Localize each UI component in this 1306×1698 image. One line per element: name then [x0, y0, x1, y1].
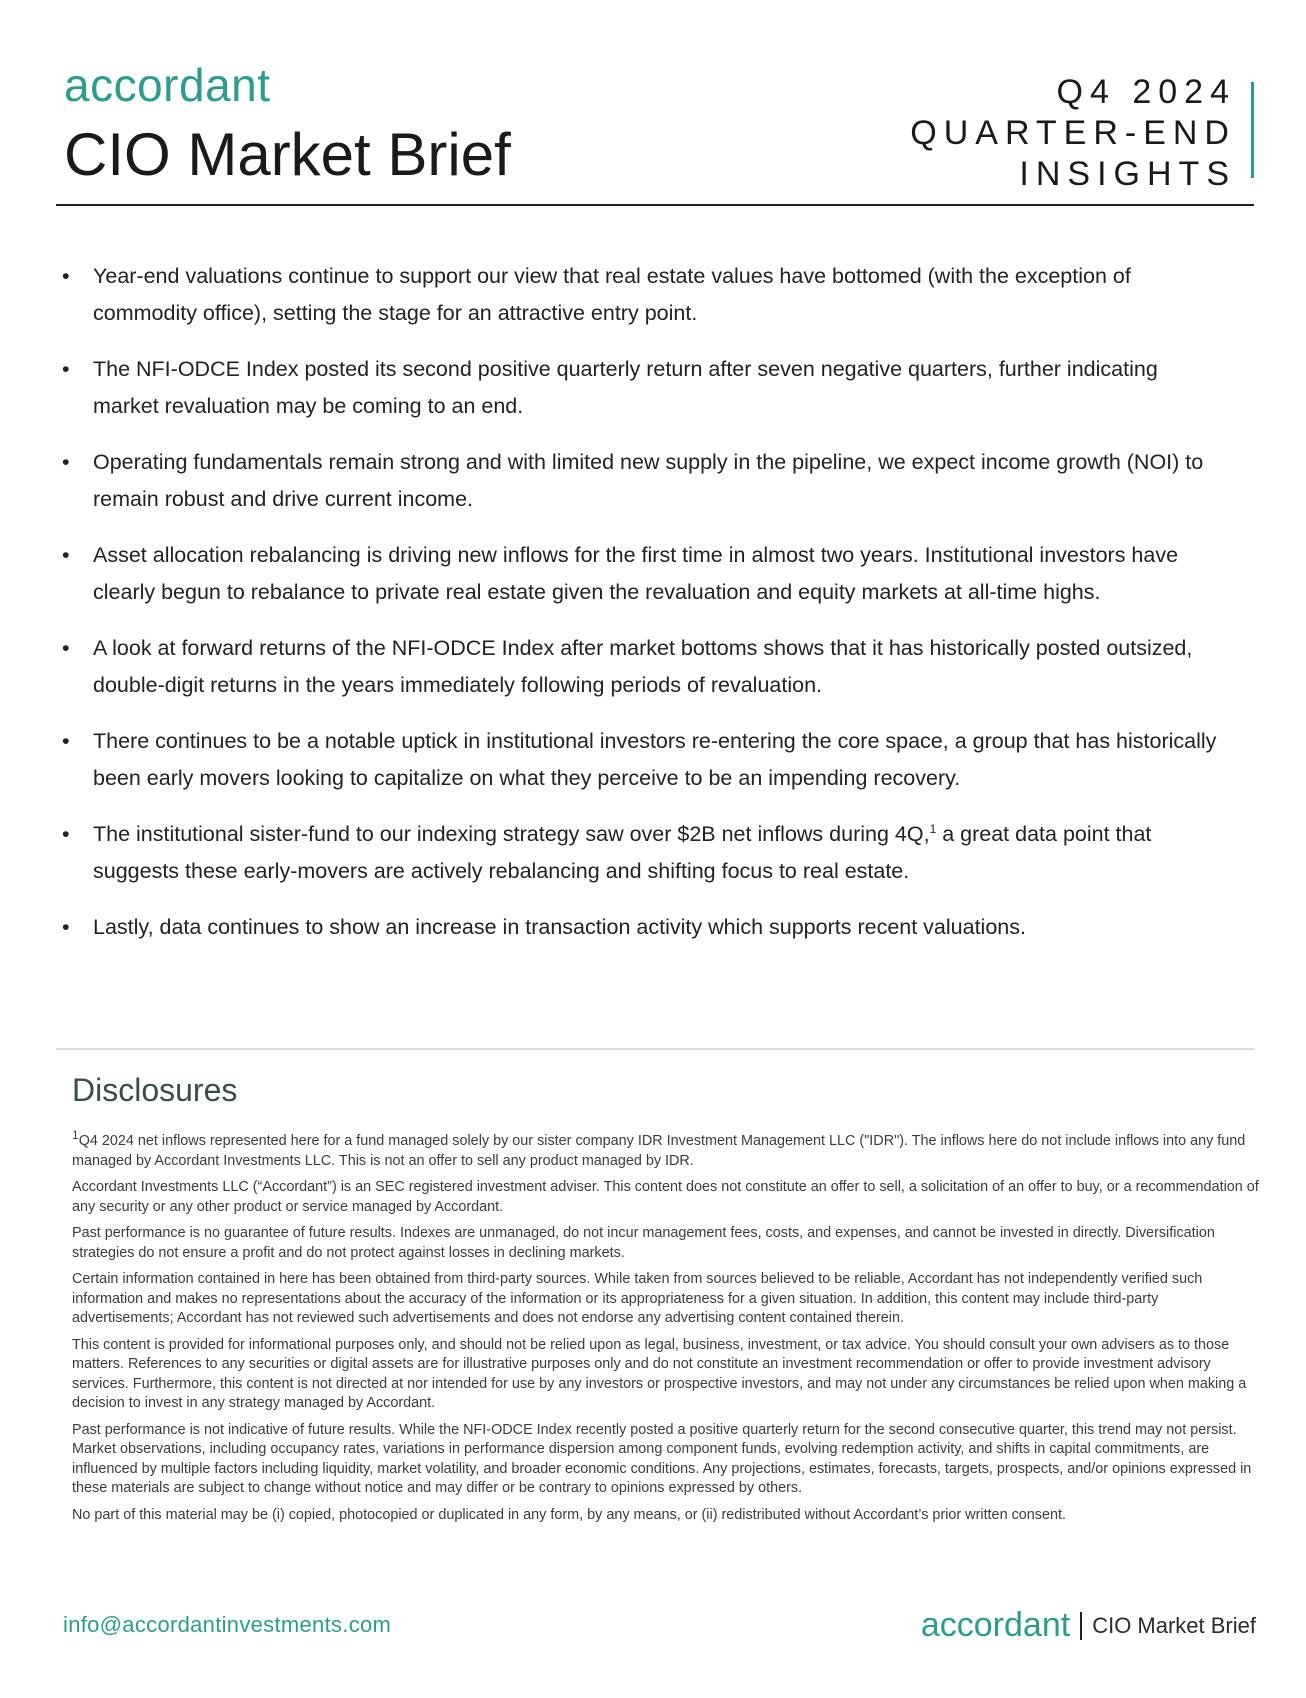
disclosure-paragraph: Past performance is not indicative of future results. While the NFI-ODCE Index recently posted a positive quarterly return for the second consecutive quarter, this trend may not persist. Market observations, including occupancy rates, variations in performance dispersion among component funds, evolving redemption activity, and shifts in capital commitments, are influenced by multiple factors including liquidity, market volatility, and broader economic conditions. Any projections, estimates, forecasts, targets, prospects, and/or opinions expressed in these materials are subject to change without notice and may differ or be contrary to opinions expressed by others. — [72, 1421, 1252, 1496]
bullet-icon: • — [62, 543, 70, 567]
footer-title: CIO Market Brief — [1092, 1612, 1256, 1638]
disclosures-heading: Disclosures — [72, 1072, 238, 1108]
footer-brand-logo: accordant — [920, 1606, 1071, 1644]
disclosure-paragraph: Past performance is no guarantee of future results. Indexes are unmanaged, do not incur management fees, costs, and expenses, and cannot be invested in directly. Diversification strategies do not ensure a profit and do not protect against losses in declining markets. — [72, 1225, 1215, 1261]
contact-email-link[interactable]: info@accordantinvestments.com — [63, 1612, 392, 1637]
list-item — [62, 723, 1228, 797]
key-points-list — [62, 258, 1228, 965]
list-item-text: A look at forward returns of the NFI-ODCE Index after market bottoms shows that it has historically posted outsized, double-digit returns in the years immediately following periods of revaluation. — [93, 636, 1193, 697]
quarter-line-insights: INSIGHTS — [1019, 155, 1236, 193]
list-item — [62, 816, 1228, 890]
footer-branding — [921, 1606, 1256, 1645]
bullet-icon: • — [62, 264, 70, 288]
list-item-text: Lastly, data continues to show an increase in transaction activity which supports recent valuations. — [93, 915, 1026, 939]
list-item-text: Asset allocation rebalancing is driving new inflows for the first time in almost two years. Institutional investors have clearly begun to rebalance to private real estate given the revaluation and equity markets at all-time highs. — [93, 543, 1179, 604]
bullet-icon: • — [62, 729, 70, 753]
list-item — [62, 630, 1228, 704]
disclosure-paragraph: Certain information contained in here has been obtained from third-party sources. While taken from sources believed to be reliable, Accordant has not independently verified such information and makes no representations about the accuracy of the information or its appropriateness for a given situation. In addition, this content may include third-party advertisements; Accordant has not reviewed such advertisements and does not endorse any advertising content contained therein. — [72, 1271, 1203, 1326]
bullet-icon: • — [62, 636, 70, 660]
disclosures-body — [72, 1128, 1260, 1532]
list-item — [62, 258, 1228, 332]
list-item-text-before: The institutional sister-fund to our indexing strategy saw over $2B net inflows during 4Q, — [93, 822, 930, 846]
list-item — [62, 537, 1228, 611]
disclosure-footnote-text: Q4 2024 net inflows represented here for a fund managed solely by our sister company IDR Investment Management LLC ("IDR"). The inflows here do not include inflows into any fund managed by Accordant Investments LLC. This is not an offer to sell any product managed by IDR. — [72, 1133, 1246, 1169]
page-title: CIO Market Brief — [64, 121, 511, 188]
list-item-text: Operating fundamentals remain strong and with limited new supply in the pipeline, we expect income growth (NOI) to remain robust and drive current income. — [93, 450, 1204, 511]
quarter-label — [910, 72, 1236, 195]
bullet-icon: • — [62, 357, 70, 381]
list-item-text: The NFI-ODCE Index posted its second positive quarterly return after seven negative quarters, further indicating market revaluation may be coming to an end. — [93, 357, 1158, 418]
footer-separator — [1080, 1612, 1082, 1640]
quarter-line-period: Q4 2024 — [1056, 73, 1236, 111]
list-item — [62, 909, 1228, 946]
bullet-icon: • — [62, 450, 70, 474]
brand-logo: accordant — [64, 59, 271, 111]
footnote-marker: 1 — [929, 821, 937, 836]
list-item — [62, 351, 1228, 425]
footnote-marker: 1 — [72, 1128, 79, 1143]
disclosure-paragraph: Accordant Investments LLC (“Accordant”) is an SEC registered investment adviser. This content does not constitute an offer to sell, a solicitation of an offer to buy, or a recommendation of any security or any other product or service managed by Accordant. — [72, 1179, 1259, 1215]
disclosure-paragraph: No part of this material may be (i) copied, photocopied or duplicated in any form, by any means, or (ii) redistributed without Accordant’s prior written consent. — [72, 1506, 1066, 1523]
list-item-text: There continues to be a notable uptick in institutional investors re-entering the core space, a group that has historically been early movers looking to capitalize on what they perceive to be an impending recovery. — [93, 729, 1217, 790]
list-item-text-after: a great data point that suggests these early-movers are actively rebalancing and shifting focus to real estate. — [93, 822, 1152, 883]
bullet-icon: • — [62, 915, 70, 939]
header-accent-bar — [1251, 82, 1254, 178]
list-item-text: Year-end valuations continue to support our view that real estate values have bottomed (with the exception of commodity office), setting the stage for an attractive entry point. — [93, 264, 1131, 325]
quarter-line-type: QUARTER-END — [910, 114, 1236, 152]
page-header — [56, 0, 1254, 206]
list-item — [62, 444, 1228, 518]
disclosure-footnote — [72, 1128, 1260, 1171]
section-divider — [56, 1048, 1254, 1050]
bullet-icon: • — [62, 822, 70, 846]
disclosure-paragraph: This content is provided for informational purposes only, and should not be relied upon as legal, business, investment, or tax advice. You should consult your own advisers as to those matters. References to any securities or digital assets are for illustrative purposes only and do not constitute an investment recommendation or offer to provide investment advisory services. Furthermore, this content is not directed at nor intended for use by any investors or prospective investors, and may not under any circumstances be relied upon when making a decision to invest in any strategy managed by Accordant. — [72, 1336, 1247, 1411]
